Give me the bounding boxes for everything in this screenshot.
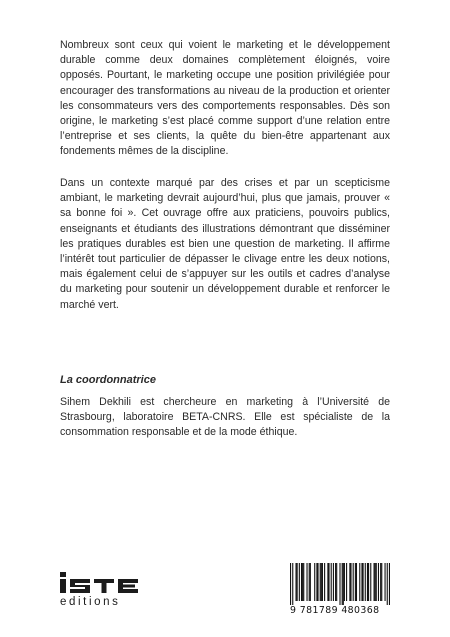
isbn-digits: 9 781789 480368 [290,605,380,616]
description-paragraph-2 [60,176,390,313]
author-bio [60,395,390,441]
description-paragraph-1-text: Nombreux sont ceux qui voient le marketing et le développement durable comme deux domaines complètement éloignés, voire opposés. Pourtant, le marketing occupe une position privilégiée pour encourager des transformations au niveau de la production et orienter les consommateurs vers des comportements responsables. Dès son origine, le marketing s’est placé comme support d’une relation entre l’entreprise et ses clients, la quête du bien-être appartenant aux fondements mêmes de la discipline. [60,39,390,158]
author-heading: La coordonnatrice [60,374,156,386]
isbn-barcode [290,563,390,617]
author-bio-text: Sihem Dekhili est chercheure en marketing à l’Université de Strasbourg, laboratoire BETA-CNRS. Elle est spécialiste de la consommation responsable et de la mode éthique. [60,396,390,439]
description-paragraph-1 [60,38,390,160]
svg-text:editions: editions [60,596,121,608]
description-paragraph-2-text: Dans un contexte marqué par des crises et par un scepticisme ambiant, le marketing devrait aujourd’hui, plus que jamais, prouver « sa bonne foi ». Cet ouvrage offre aux praticiens, pouvoirs publics, enseignants et étudiants des illustrations démontrant que disséminer les pratiques durables est bien une question de marketing. Il affirme l’intérêt tout particulier de dépasser le clivage entre les deux notions, mais également celui de s’appuyer sur les outils et cadres d’analyse du marketing pour soutenir un développement durable et renforcer le marché vert. [60,177,390,311]
iste-editions-logo [60,572,155,608]
barcode-bars [290,563,390,605]
